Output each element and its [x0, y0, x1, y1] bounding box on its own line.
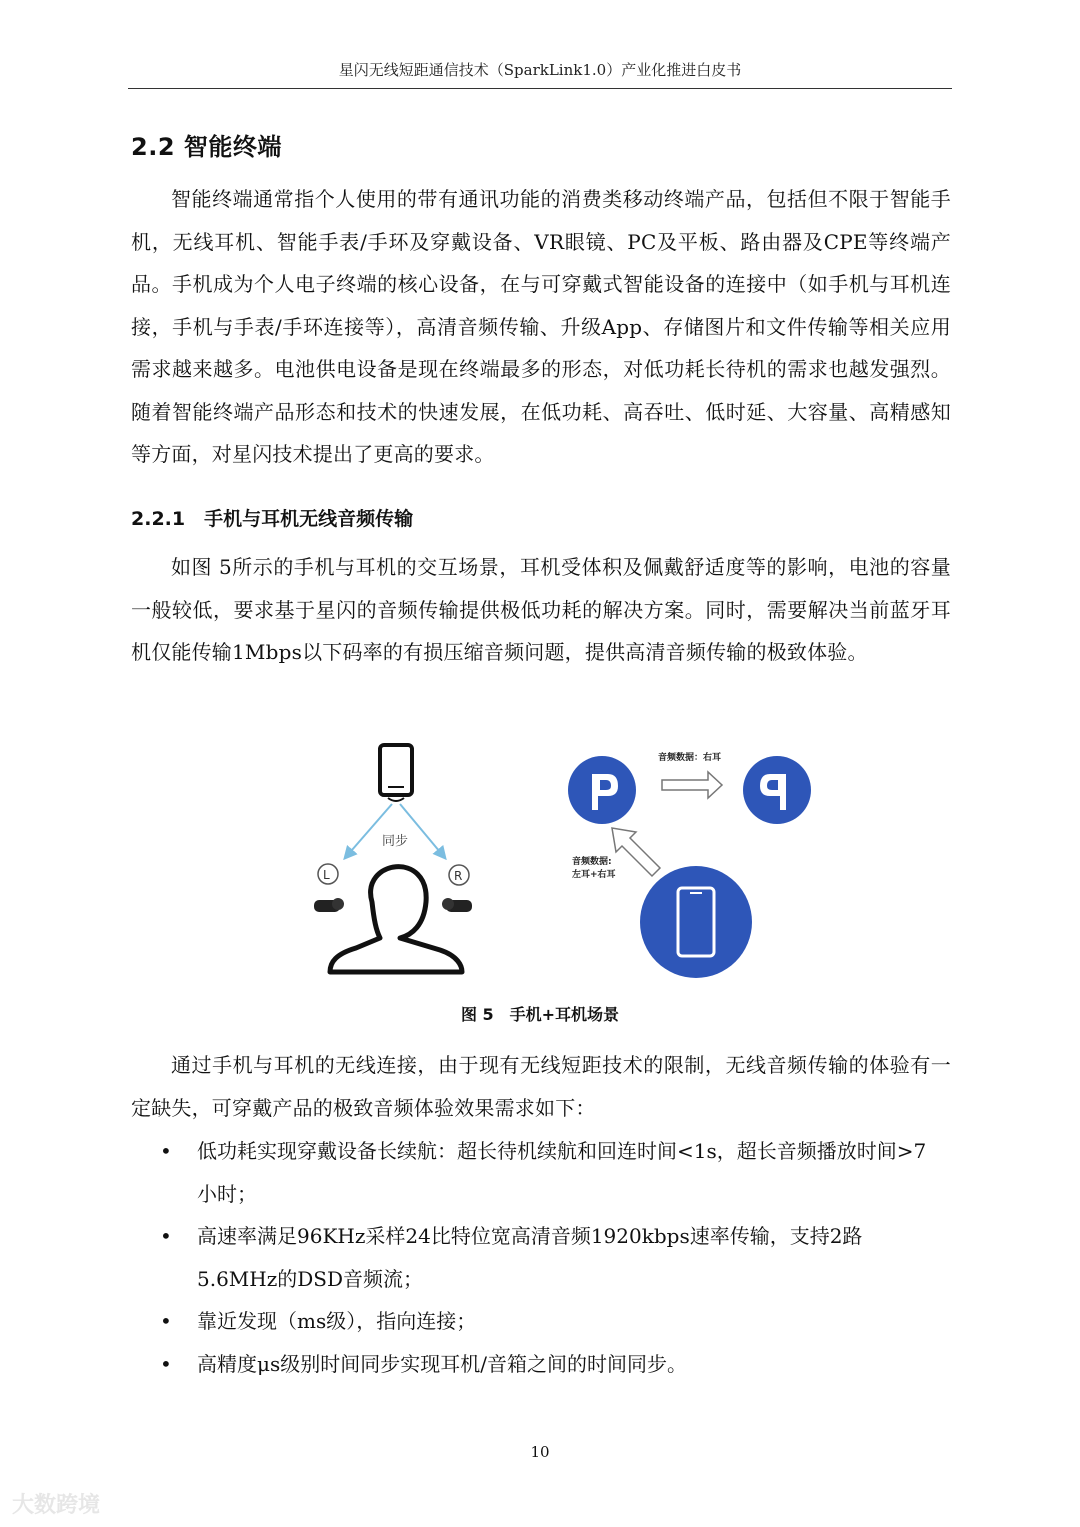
page-header: 星闪无线短距通信技术（SparkLink1.0）产业化推进白皮书	[128, 52, 952, 89]
bullet-icon: •	[160, 1224, 172, 1248]
arrow-to-left-ear	[612, 828, 660, 876]
phone-icon	[380, 745, 412, 795]
figure-5	[300, 730, 840, 990]
left-earbud-icon	[314, 898, 344, 912]
bullet-icon: •	[160, 1139, 172, 1163]
right-earbud-icon	[442, 898, 472, 912]
arrow-to-right-ear	[662, 772, 722, 798]
list-item-text: 高精度μs级别时间同步实现耳机/音箱之间的时间同步。	[197, 1351, 687, 1376]
subsection-heading: 2.2.1 手机与耳机无线音频传输	[131, 508, 414, 530]
watermark-logo: 大数跨境	[12, 1493, 101, 1518]
phone-circle	[640, 866, 752, 978]
list-item	[160, 1300, 940, 1343]
sync-arrow-right	[400, 804, 445, 858]
sync-label: 同步	[382, 834, 409, 849]
list-item-text: 低功耗实现穿戴设备长续航：超长待机续航和回连时间<1s，超长音频播放时间>7小时；	[197, 1139, 927, 1206]
list-item	[160, 1130, 940, 1215]
section-paragraph: 智能终端通常指个人使用的带有通讯功能的消费类移动终端产品，包括但不限于智能手机，无线耳机、智能手表/手环及穿戴设备、VR眼镜、PC及平板、路由器及CPE等终端产品。手机成为个人电子终端的核心设备，在与可穿戴式智能设备的连接中（如手机与耳机连接，手机与手表/手环连接等），高清音频传输、升级App、存储图片和文件传输等相关应用需求越来越多。电池供电设备是现在终端最多的形态，对低功耗长待机的需求也越发强烈。随着智能终端产品形态和技术的快速发展，在低功耗、高吞吐、低时延、大容量、高精感知等方面，对星闪技术提出了更高的要求。	[131, 187, 951, 466]
person-silhouette-icon	[330, 867, 462, 972]
bullet-icon: •	[160, 1351, 172, 1376]
sync-arrow-left	[345, 804, 392, 858]
earbud-right-circle	[743, 756, 811, 824]
requirement-list	[160, 1130, 940, 1385]
list-item-text: 高速率满足96KHz采样24比特位宽高清音频1920kbps速率传输，支持2路5.6MHz的DSD音频流；	[197, 1224, 863, 1291]
audio-both-label-2: 左耳+右耳	[572, 870, 616, 880]
list-item-text: 靠近发现（ms级），指向连接；	[197, 1309, 477, 1333]
page-number: 10	[530, 1443, 550, 1461]
section-heading: 2.2 智能终端	[131, 133, 282, 161]
body-paragraph: 通过手机与耳机的无线连接，由于现有无线短距技术的限制，无线音频传输的体验有一定缺失，可穿戴产品的极致音频体验效果需求如下：	[131, 1053, 951, 1120]
figure-caption: 图 5 手机+耳机场景	[460, 1005, 620, 1024]
subsection-paragraph: 如图 5所示的手机与耳机的交互场景，耳机受体积及佩戴舒适度等的影响，电池的容量一般较低，要求基于星闪的音频传输提供极低功耗的解决方案。同时，需要解决当前蓝牙耳机仅能传输1Mbps以下码率的有损压缩音频问题，提供高清音频传输的极致体验。	[131, 555, 951, 664]
right-ear-label: R	[454, 869, 463, 883]
earbud-left-circle	[568, 756, 636, 824]
list-item	[160, 1343, 940, 1386]
signal-icon	[388, 798, 404, 801]
list-item	[160, 1215, 940, 1300]
left-ear-label: L	[323, 868, 330, 882]
bullet-icon: •	[160, 1309, 172, 1333]
audio-both-label-1: 音频数据:	[572, 857, 612, 867]
audio-right-label: 音频数据：右耳	[658, 753, 722, 763]
